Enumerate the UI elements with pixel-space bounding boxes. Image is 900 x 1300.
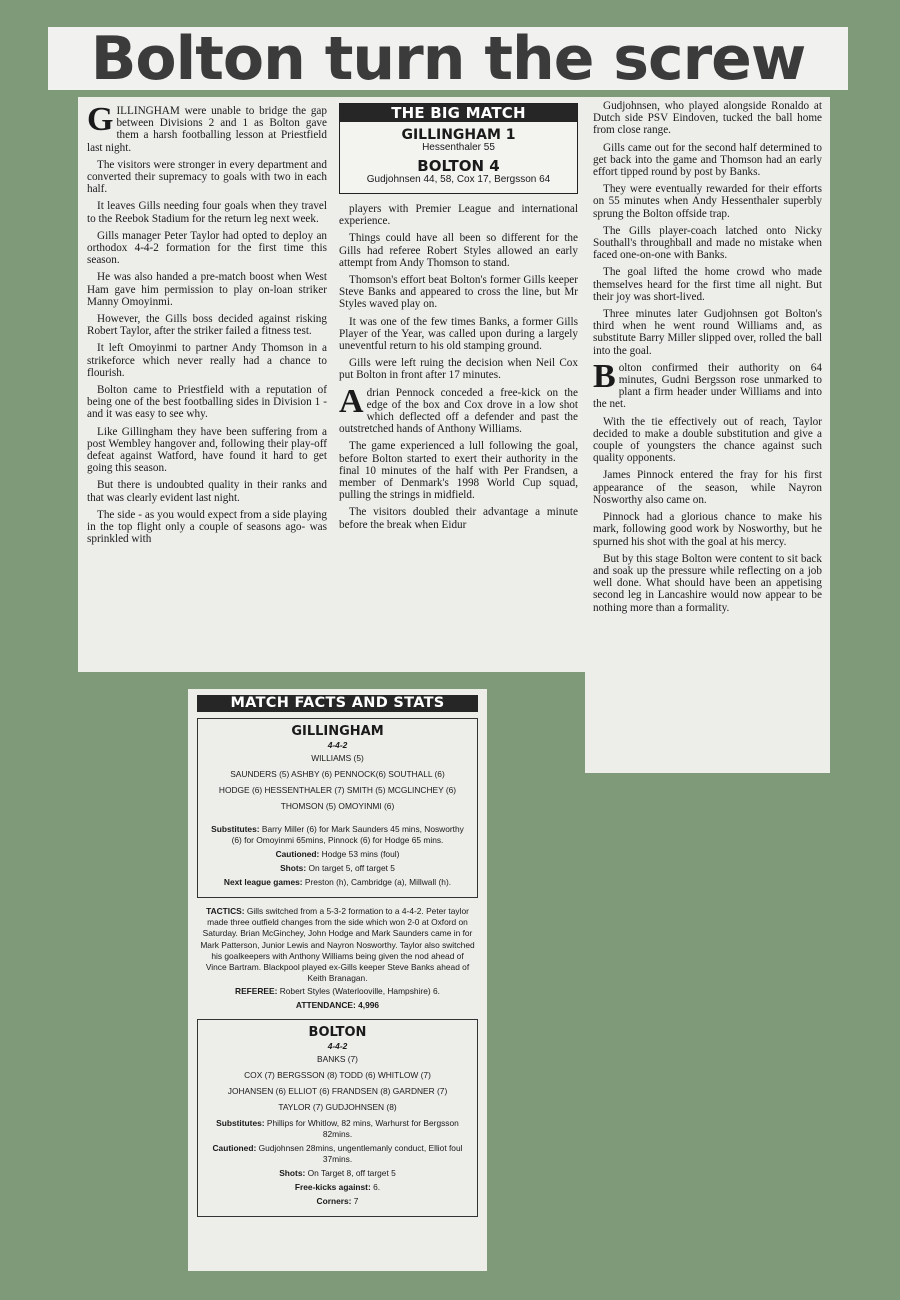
bolton-box (197, 1019, 478, 1217)
bolton-corners (206, 1196, 469, 1207)
drop-cap: G (87, 101, 114, 138)
tactics (200, 906, 475, 984)
article-paragraph (593, 553, 822, 614)
gillingham-next-label: Next league games: (223, 877, 303, 887)
drop-cap: B (593, 357, 616, 395)
article-paragraph (339, 382, 578, 436)
bolton-shots-label: Shots: (279, 1167, 306, 1178)
gillingham-lineup-2: SAUNDERS (5) ASHBY (6) PENNOCK(6) SOUTHALL (6) (230, 769, 445, 779)
gillingham-lineup-3: HODGE (6) HESSENTHALER (7) SMITH (5) MCGLINCHEY (6) (218, 785, 457, 795)
bolton-subs-label: Substitutes: (216, 1117, 265, 1128)
article-paragraph-text: The side - as you would expect from a side playing in the top flight only a couple of seasons ago- was sprinkled with (87, 508, 327, 546)
bolton-cautioned (206, 1143, 469, 1165)
article-paragraph (87, 384, 327, 421)
headline: Bolton turn the screw (90, 27, 806, 90)
bolton-shots (206, 1168, 469, 1179)
article-paragraph (339, 506, 578, 530)
gillingham-box (197, 718, 478, 898)
article-paragraph-text: The game experienced a lull following the goal, before Bolton started to exert their authority in the final 10 minutes of the half with Per Frandsen, a member of Denmark's 1998 World Cup squad, pulling the strings in midfield. (339, 440, 578, 502)
headline-clipping (48, 27, 848, 90)
gillingham-subs-label: Substitutes: (211, 824, 260, 834)
gillingham-lineup-4: THOMSON (5) OMOYINMI (6) (280, 801, 395, 811)
article-paragraph (593, 100, 822, 137)
article-paragraph (87, 426, 327, 475)
tactics-label: TACTICS: (206, 906, 245, 916)
article-paragraph (87, 342, 327, 379)
article-paragraph-text: olton confirmed their authority on 64 minutes, Gudni Bergsson rose unmarked to plant a firm header under Williams and into the net. (593, 361, 822, 411)
article-paragraph (593, 225, 822, 262)
article-paragraph-text: Thomson's effort beat Bolton's former Gills keeper Steve Banks and appeared to cross the line, but Mr Styles waved play on. (339, 274, 578, 311)
bolton-shots-text: On Target 8, off target 5 (307, 1167, 396, 1178)
article-paragraph-text: Bolton came to Priestfield with a reputation of being one of the best footballing sides in Division 1 - and it was easy to see why. (87, 384, 327, 421)
gillingham-next-text: Preston (h), Cambridge (a), Millwall (h). (304, 877, 452, 887)
gillingham-shots-text: On target 5, off target 5 (308, 863, 395, 873)
article-paragraph (593, 142, 822, 179)
article-paragraph (87, 159, 327, 196)
article-paragraph-text: Gudjohnsen, who played alongside Ronaldo at Dutch side PSV Eindoven, tucked the ball home from close range. (593, 100, 822, 137)
article-paragraph-text: James Pinnock entered the fray for his first appearance of the season, while Nayron Nosworthy also came on. (593, 469, 822, 506)
article-paragraph-text: Gills manager Peter Taylor had opted to deploy an orthodox 4-4-2 formation for the first time this season. (87, 229, 327, 267)
article-column-2 (333, 97, 586, 672)
article-paragraph (87, 101, 327, 154)
article-paragraph (593, 511, 822, 548)
article-paragraph-text: players with Premier League and international experience. (339, 203, 578, 228)
article-paragraph (593, 357, 822, 411)
article-paragraph (593, 469, 822, 506)
article-column-3 (585, 97, 830, 773)
gillingham-subs (206, 824, 469, 846)
gillingham-subs-text: Barry Miller (6) for Mark Saunders 45 mins, Nosworthy (6) for Omoyinmi 65mins, Pinnock (6) for Hodge 65 mins. (231, 824, 464, 845)
bolton-freekicks (206, 1182, 469, 1193)
bolton-freekicks-label: Free-kicks against: (294, 1181, 371, 1192)
tactics-section (197, 906, 478, 1011)
gillingham-name: GILLINGHAM (291, 724, 384, 739)
drop-cap: A (339, 382, 364, 420)
article-paragraph (593, 266, 822, 303)
article-paragraph-text: The visitors doubled their advantage a minute before the break when Eidur (339, 506, 578, 531)
bolton-subs (206, 1118, 469, 1140)
attendance-label: ATTENDANCE: (295, 999, 356, 1010)
article-paragraph-text: Gills came out for the second half determined to get back into the game and Thomson had an early effort tipped round by post by Banks. (593, 141, 822, 179)
article-paragraph (87, 230, 327, 267)
attendance-value: 4,996 (358, 999, 380, 1010)
article-paragraph (339, 440, 578, 501)
gillingham-shots (206, 863, 469, 874)
article-paragraph (87, 200, 327, 224)
bolton-formation: 4-4-2 (327, 1040, 348, 1051)
article-paragraph-text: The visitors were stronger in every department and converted their supremacy to goals with two in each half. (87, 158, 327, 196)
article-paragraph (593, 183, 822, 220)
article-column-1 (78, 97, 336, 672)
referee-label: REFEREE: (235, 986, 278, 997)
article-paragraph (593, 308, 822, 357)
bolton-notes (206, 1118, 469, 1207)
article-paragraph (87, 479, 327, 503)
bolton-lineup-3: JOHANSEN (6) ELLIOT (6) FRANDSEN (8) GARDNER (7) (227, 1085, 448, 1096)
away-team-score: BOLTON 4 (417, 156, 500, 175)
bolton-subs-text: Phillips for Whitlow, 82 mins, Warhurst for Bergsson 82mins. (266, 1117, 459, 1139)
article-paragraph (339, 357, 578, 381)
bolton-corners-label: Corners: (316, 1195, 352, 1206)
article-paragraph-text: It was one of the few times Banks, a former Gills Player of the Year, was called upon during a largely uneventful return to his old stamping ground. (339, 315, 578, 353)
article-paragraph (593, 416, 822, 465)
article-paragraph (87, 271, 327, 308)
attendance (200, 1000, 475, 1011)
gillingham-cautioned-label: Cautioned: (275, 849, 320, 859)
article-paragraph-text: They were eventually rewarded for their efforts on 55 minutes when Andy Hessenthaler superbly sprung the Bolton offside trap. (593, 183, 822, 220)
bolton-name: BOLTON (308, 1024, 367, 1040)
article-paragraph (87, 509, 327, 546)
article-paragraph-text: It left Omoyinmi to partner Andy Thomson in a strikeforce which never really had a chance to flourish. (87, 342, 327, 379)
article-paragraph-text: Gills were left ruing the decision when Neil Cox put Bolton in front after 17 minutes. (339, 357, 578, 382)
bolton-freekicks-text: 6. (373, 1181, 381, 1192)
bolton-cautioned-text: Gudjohnsen 28mins, ungentlemanly conduct, Elliot foul 37mins. (258, 1142, 463, 1164)
tactics-text: Gills switched from a 5-3-2 formation to a 4-4-2. Peter taylor made three outfield changes from the side which won 2-0 at Oxford on Saturday. Brian McGinchey, John Hodge and Mark Saunders came in for Mark Patterson, Junior Lewis and Nayron Nosworthy. Taylor also switched his goalkeepers with Anthony Williams being given the nod ahead of Vince Bartram. Blackpool played ex-Gills keeper Steve Banks ahead of Keith Branagan. (200, 906, 475, 984)
home-team-score: GILLINGHAM 1 (401, 127, 516, 144)
article-paragraph-text: But by this stage Bolton were content to sit back and soak up the pressure while reflecting on a job well done. What should have been an appetising second leg in Lancashire would now appear to be nothing more than a formality. (593, 552, 822, 614)
away-scorers: Gudjohnsen 44, 58, Cox 17, Bergsson 64 (366, 173, 551, 185)
article-paragraph (87, 313, 327, 337)
bolton-lineup-4: TAYLOR (7) GUDJOHNSEN (8) (278, 1101, 397, 1112)
article-paragraph-text: It leaves Gills needing four goals when they travel to the Reebok Stadium for the return leg next week. (87, 200, 327, 225)
article-paragraph-text: He was also handed a pre-match boost when West Ham gave him permission to play on-loan striker Manny Omoyinmi. (87, 271, 327, 308)
big-match-box (339, 103, 578, 194)
article-paragraph-text: Things could have all been so different for the Gills had referee Robert Styles allowed an early attempt from Andy Thomson to stand. (339, 232, 578, 269)
gillingham-lineup-1: WILLIAMS (5) (311, 753, 364, 763)
article-paragraph-text: Three minutes later Gudjohnsen got Bolton's third when he went round Williams and, as substitute Barry Miller slipped over, rolled the ball into the goal. (593, 308, 822, 357)
article-paragraph-text: ILLINGHAM were unable to bridge the gap between Divisions 2 and 1 as Bolton gave them a harsh footballing lesson at Priestfield last night. (87, 105, 327, 154)
article-paragraph-text: Pinnock had a glorious chance to make his mark, following good work by Nosworthy, but he spurned his shot with the goal at his mercy. (593, 511, 822, 548)
article-paragraph-text: The Gills player-coach latched onto Nicky Southall's throughball and made no mistake when faced one-on-one with Banks. (593, 224, 822, 262)
bolton-cautioned-label: Cautioned: (212, 1142, 257, 1153)
gillingham-cautioned-text: Hodge 53 mins (foul) (321, 849, 400, 859)
bolton-lineup-2: COX (7) BERGSSON (8) TODD (6) WHITLOW (7) (244, 1069, 431, 1080)
gillingham-next-games (206, 877, 469, 888)
article-paragraph (339, 274, 578, 311)
article-paragraph (339, 316, 578, 353)
gillingham-shots-label: Shots: (280, 863, 307, 873)
match-facts-title: MATCH FACTS AND STATS (197, 695, 478, 712)
gillingham-cautioned (206, 849, 469, 860)
article-paragraph-text: Like Gillingham they have been suffering from a post Wembley hangover and, following their play-off defeat against Watford, have found it hard to get going this season. (87, 425, 327, 475)
home-scorers: Hessenthaler 55 (422, 142, 495, 154)
article-paragraph-text: However, the Gills boss decided against risking Robert Taylor, after the striker failed a fitness test. (87, 313, 327, 338)
referee-text: Robert Styles (Waterlooville, Hampshire) 6. (279, 986, 440, 997)
article-paragraph-text: drian Pennock conceded a free-kick on the edge of the box and Cox drove in a low shot which deflected off a defender and past the outstretched hands of Anthony Williams. (339, 386, 578, 436)
bolton-lineup-1: BANKS (7) (317, 1053, 358, 1064)
bolton-corners-text: 7 (353, 1195, 359, 1206)
article-paragraph (339, 232, 578, 269)
article-paragraph-text: But there is undoubted quality in their ranks and that was clearly evident last night. (87, 479, 327, 504)
article-paragraph-text: With the tie effectively out of reach, Taylor decided to make a double substitution and give a couple of youngsters the chance against such quality opponents. (593, 415, 822, 465)
big-match-title: THE BIG MATCH (340, 104, 577, 122)
article-paragraph (339, 203, 578, 227)
referee (200, 986, 475, 997)
match-facts-clipping (188, 689, 487, 1271)
column-2-text (339, 203, 578, 531)
article-paragraph-text: The goal lifted the home crowd who made themselves heard for the first time all night. But their joy was short-lived. (593, 266, 822, 303)
gillingham-notes (206, 824, 469, 888)
gillingham-formation: 4-4-2 (327, 740, 348, 750)
